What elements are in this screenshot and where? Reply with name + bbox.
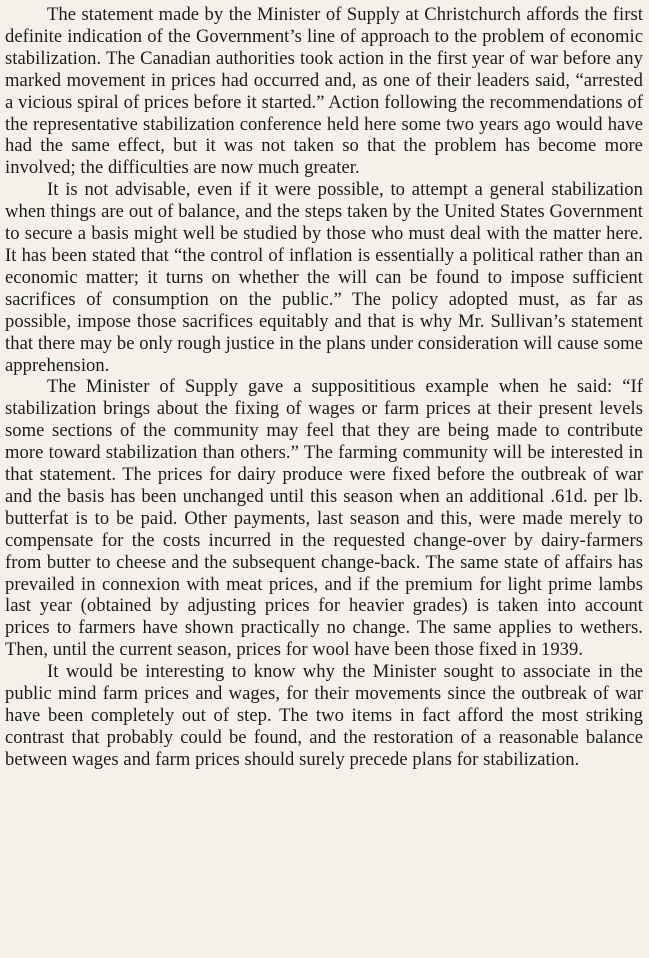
paragraph-1: The statement made by the Minister of Supply at Christchurch affords the first definite indication of the Government’s line of approach to the problem of economic stabilization. The Canadian authorities took action in the first year of war before any marked movement in prices had occurred and, as one of their leaders said, “arrested a vicious spiral of prices before it started.” Action following the recommendations of the representative stabilization conference held here some two years ago would have had the same effect, but it was not taken so that the problem has become more involved; the difficulties are now much greater. [5,4,643,179]
paragraph-3: The Minister of Supply gave a supposititious example when he said: “If stabilization brings about the fixing of wages or farm prices at their present levels some sections of the community may feel that they are being made to contribute more toward stabilization than others.” The farming community will be interested in that statement. The prices for dairy produce were fixed before the outbreak of war and the basis has been unchanged until this season when an additional .61d. per lb. butterfat is to be paid. Other payments, last season and this, were made merely to compensate for the costs incurred in the requested change-over by dairy-farmers from butter to cheese and the subsequent change-back. The same state of affairs has prevailed in connexion with meat prices, and if the premium for light prime lambs last year (obtained by adjusting prices for heavier grades) is taken into account prices to farmers have shown practically no change. The same applies to wethers. Then, until the current season, prices for wool have been those fixed in 1939. [5,376,643,661]
paragraph-4: It would be interesting to know why the Minister sought to associate in the public mind farm prices and wages, for their movements since the outbreak of war have been completely out of step. The two items in fact afford the most striking contrast that probably could be found, and the restoration of a reasonable balance between wages and farm prices should surely precede plans for stabilization. [5,661,643,770]
paragraph-2: It is not advisable, even if it were possible, to attempt a general stabilization when things are out of balance, and the steps taken by the United States Government to secure a basis might well be studied by those who must deal with the matter here. It has been stated that “the control of inflation is essentially a political rather than an economic matter; it turns on whether the will can be found to impose sufficient sacrifices of consumption on the public.” The policy adopted must, as far as possible, impose those sacrifices equitably and that is why Mr. Sullivan’s statement that there may be only rough justice in the plans under consideration will cause some apprehension. [5,179,643,376]
